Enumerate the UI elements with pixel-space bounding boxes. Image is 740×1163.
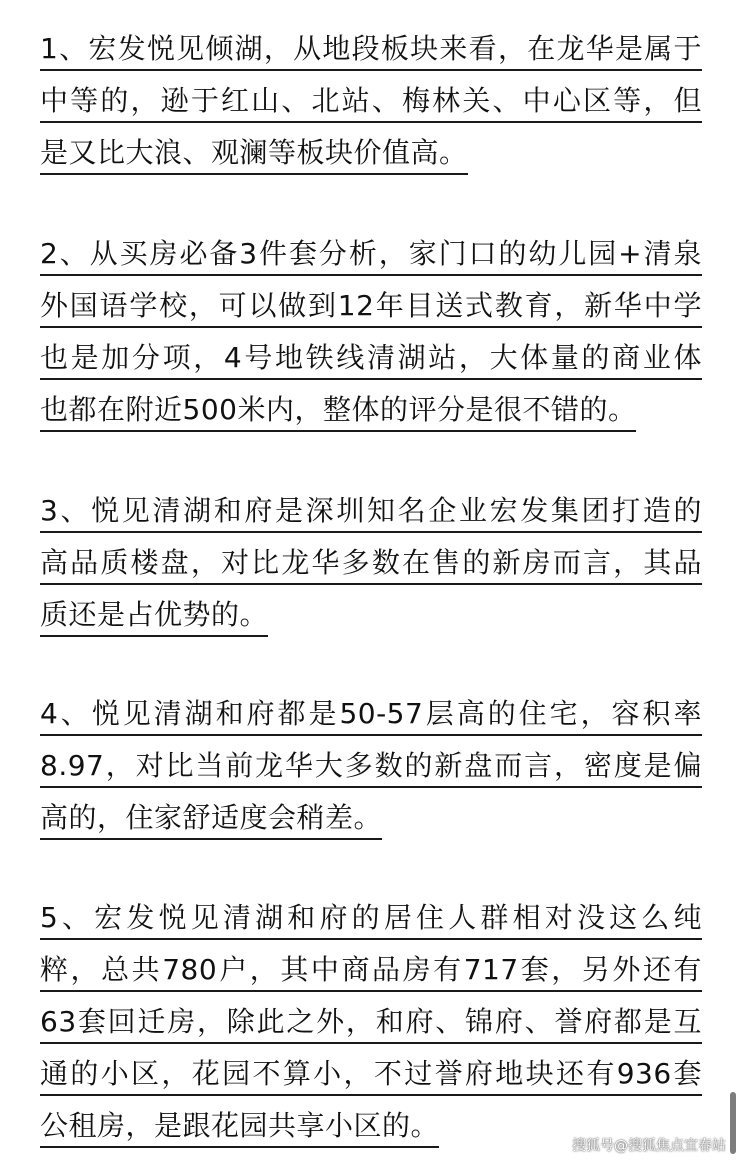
text-line [40, 333, 702, 385]
text-line [40, 538, 702, 590]
text-line [40, 281, 702, 333]
text-line [40, 486, 702, 538]
paragraph-5 [40, 893, 702, 1153]
text-line [40, 24, 702, 76]
line-text: 质还是占优势的。 [40, 598, 268, 637]
line-text: 4、悦见清湖和府都是50-57层高的住宅，容积率 [40, 697, 702, 736]
line-text: 5、宏发悦见清湖和府的居住人群相对没这么纯 [40, 901, 702, 940]
line-text: 粹，总共780户，其中商品房有717套，另外还有 [40, 953, 702, 992]
text-line [40, 76, 702, 128]
line-text: 也是加分项，4号地铁线清湖站，大体量的商业体 [40, 341, 702, 380]
line-text: 1、宏发悦见倾湖，从地段板块来看，在龙华是属于 [40, 32, 702, 71]
text-line [40, 128, 702, 180]
line-text: 中等的，逊于红山、北站、梅林关、中心区等，但 [40, 84, 702, 123]
watermark: 搜狐号@搜狐焦点宜春站 [572, 1138, 726, 1154]
line-text: 也都在附近500米内，整体的评分是很不错的。 [40, 393, 636, 432]
text-line [40, 945, 702, 997]
paragraph-1 [40, 24, 702, 180]
text-line [40, 385, 702, 437]
text-line [40, 793, 702, 845]
line-text: 8.97，对比当前龙华大多数的新盘而言，密度是偏 [40, 749, 702, 788]
line-text: 是又比大浪、观澜等板块价值高。 [40, 136, 468, 175]
paragraph-3 [40, 486, 702, 642]
line-text: 3、悦见清湖和府是深圳知名企业宏发集团打造的 [40, 494, 702, 533]
line-text: 高品质楼盘，对比龙华多数在售的新房而言，其品 [40, 546, 702, 585]
line-text: 2、从买房必备3件套分析，家门口的幼儿园+清泉 [40, 237, 702, 276]
scrollbar-thumb[interactable] [730, 1092, 736, 1154]
line-text: 63套回迁房，除此之外，和府、锦府、誉府都是互 [40, 1005, 702, 1044]
text-line [40, 689, 702, 741]
paragraph-4 [40, 689, 702, 845]
line-text: 公租房，是跟花园共享小区的。 [40, 1109, 439, 1148]
line-text: 高的，住家舒适度会稍差。 [40, 801, 382, 840]
text-line [40, 590, 702, 642]
text-line [40, 1049, 702, 1101]
text-line [40, 229, 702, 281]
line-text: 通的小区，花园不算小，不过誉府地块还有936套 [40, 1057, 702, 1096]
line-text: 外国语学校，可以做到12年目送式教育，新华中学 [40, 289, 702, 328]
paragraph-2 [40, 229, 702, 437]
text-line [40, 997, 702, 1049]
text-line [40, 893, 702, 945]
text-line [40, 741, 702, 793]
